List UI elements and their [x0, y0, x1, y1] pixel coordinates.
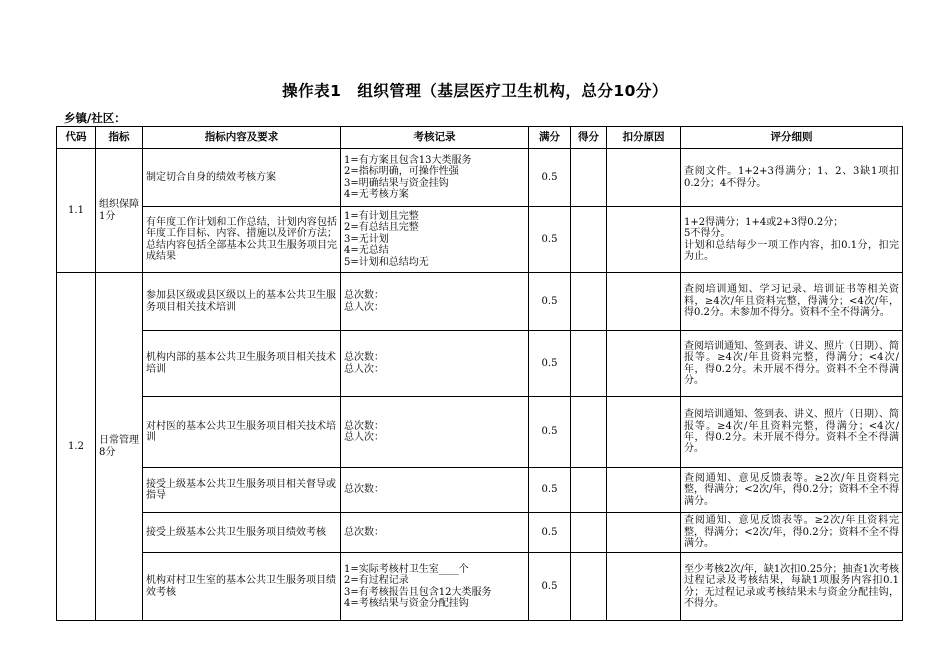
header-code: 代码	[57, 127, 96, 149]
row-full-score: 0.5	[529, 513, 571, 553]
score-cell[interactable]	[571, 331, 607, 397]
deduction-reason-cell[interactable]	[607, 468, 681, 513]
row-record: 总次数： 总人次：	[341, 397, 529, 468]
row-rule: 1+2得满分；1+4或2+3得0.2分； 5不得分。 计划和总结每少一项工作内容，扣0.1分，扣完为止。	[681, 207, 903, 273]
header-row	[57, 127, 903, 149]
row-content: 机构内部的基本公共卫生服务项目相关技术培训	[143, 331, 341, 397]
row-content: 有年度工作计划和工作总结，计划内容包括年度工作目标、内容、措施以及评价方法；总结内容包括全部基本公共卫生服务项目完成结果	[143, 207, 341, 273]
table-row	[57, 513, 903, 553]
row-full-score: 0.5	[529, 468, 571, 513]
row-record: 1=实际考核村卫生室____个 2=有过程记录 3=有考核报告且包含12大类服务 4=考核结果与资金分配挂钩	[341, 553, 529, 621]
row-full-score: 0.5	[529, 331, 571, 397]
table-row	[57, 397, 903, 468]
row-full-score: 0.5	[529, 207, 571, 273]
deduction-reason-cell[interactable]	[607, 553, 681, 621]
score-cell[interactable]	[571, 513, 607, 553]
score-cell[interactable]	[571, 149, 607, 207]
deduction-reason-cell[interactable]	[607, 513, 681, 553]
region-label: 乡镇/社区：	[64, 111, 126, 125]
header-full-score: 满分	[529, 127, 571, 149]
row-full-score: 0.5	[529, 553, 571, 621]
row-rule: 查阅培训通知、学习记录、培训证书等相关资料，≥4次/年且资料完整，得满分；<4次/年，得0.2分。未参加不得分。资料不全不得满分。	[681, 273, 903, 331]
header-score: 得分	[571, 127, 607, 149]
deduction-reason-cell[interactable]	[607, 207, 681, 273]
row-record: 总次数： 总人次：	[341, 331, 529, 397]
row-record: 总次数： 总人次：	[341, 273, 529, 331]
row-rule: 查阅培训通知、签到表、讲义、照片（日期）、简报等。≥4次/年且资料完整，得满分；<4次/年，得0.2分。未开展不得分。资料不全不得满分。	[681, 331, 903, 397]
score-cell[interactable]	[571, 397, 607, 468]
header-content: 指标内容及要求	[143, 127, 341, 149]
row-code: 1.1	[57, 149, 96, 273]
row-content: 接受上级基本公共卫生服务项目相关督导或指导	[143, 468, 341, 513]
row-content: 机构对村卫生室的基本公共卫生服务项目绩效考核	[143, 553, 341, 621]
score-cell[interactable]	[571, 468, 607, 513]
table-row	[57, 331, 903, 397]
row-record: 总次数：	[341, 468, 529, 513]
row-full-score: 0.5	[529, 149, 571, 207]
row-indicator: 组织保障1分	[96, 149, 143, 273]
page-title: 操作表1 组织管理（基层医疗卫生机构，总分10分）	[282, 82, 668, 100]
table-row	[57, 468, 903, 513]
score-cell[interactable]	[571, 273, 607, 331]
score-cell[interactable]	[571, 553, 607, 621]
row-rule: 至少考核2次/年，缺1次扣0.25分；抽查1次考核过程记录及考核结果，每缺1项服务内容扣0.1分；无过程记录或考核结果未与资金分配挂钩，不得分。	[681, 553, 903, 621]
header-record: 考核记录	[341, 127, 529, 149]
header-scoring-rules: 评分细则	[681, 127, 903, 149]
row-content: 对村医的基本公共卫生服务项目相关技术培训	[143, 397, 341, 468]
row-record: 1=有计划且完整 2=有总结且完整 3=无计划 4=无总结 5=计划和总结均无	[341, 207, 529, 273]
row-content: 制定切合自身的绩效考核方案	[143, 149, 341, 207]
row-content: 参加县区级或县区级以上的基本公共卫生服务项目相关技术培训	[143, 273, 341, 331]
header-deduction-reason: 扣分原因	[607, 127, 681, 149]
score-cell[interactable]	[571, 207, 607, 273]
table-row	[57, 149, 903, 207]
row-record: 总次数：	[341, 513, 529, 553]
row-rule: 查阅通知、意见反馈表等。≥2次/年且资料完整，得满分；<2次/年，得0.2分；资料不全不得满分。	[681, 468, 903, 513]
deduction-reason-cell[interactable]	[607, 273, 681, 331]
deduction-reason-cell[interactable]	[607, 397, 681, 468]
row-record: 1=有方案且包含13大类服务 2=指标明确，可操作性强 3=明确结果与资金挂钩 4=无考核方案	[341, 149, 529, 207]
row-content: 接受上级基本公共卫生服务项目绩效考核	[143, 513, 341, 553]
row-rule: 查阅通知、意见反馈表等。≥2次/年且资料完整，得满分；<2次/年，得0.2分；资料不全不得满分。	[681, 513, 903, 553]
row-rule: 查阅培训通知、签到表、讲义、照片（日期）、简报等。≥4次/年且资料完整，得满分；<4次/年，得0.2分。未开展不得分。资料不全不得满分。	[681, 397, 903, 468]
deduction-reason-cell[interactable]	[607, 331, 681, 397]
table-row	[57, 273, 903, 331]
assessment-table	[56, 126, 903, 621]
header-indicator: 指标	[96, 127, 143, 149]
row-full-score: 0.5	[529, 397, 571, 468]
table-row	[57, 207, 903, 273]
table-row	[57, 553, 903, 621]
row-code: 1.2	[57, 273, 96, 621]
row-rule: 查阅文件。1+2+3得满分；1、2、3缺1项扣0.2分；4不得分。	[681, 149, 903, 207]
row-indicator: 日常管理8分	[96, 273, 143, 621]
row-full-score: 0.5	[529, 273, 571, 331]
deduction-reason-cell[interactable]	[607, 149, 681, 207]
